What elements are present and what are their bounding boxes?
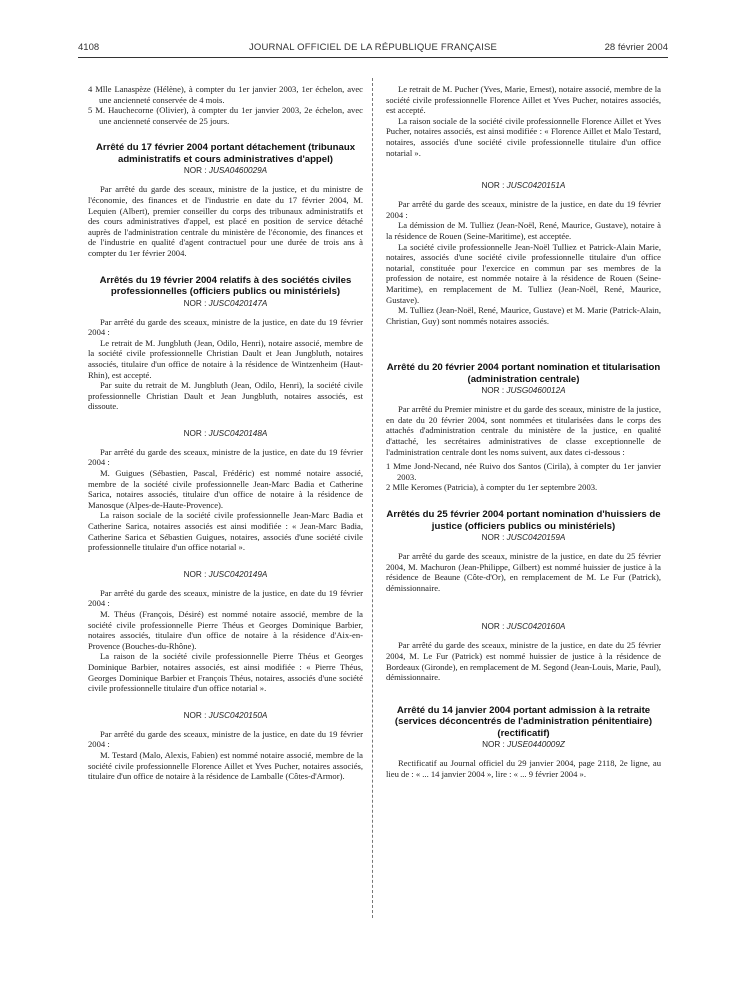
nor-reference xyxy=(386,622,661,632)
nor-code: JUSA0460029A xyxy=(208,166,268,176)
list-item: 2 Mlle Keromes (Patricia), à compter du 1er septembre 2003. xyxy=(386,482,598,493)
paragraph: M. Guigues (Sébastien, Pascal, Frédéric) est nommé notaire associé, membre de la société civile professionnelle Jean-Marc Badia et Catherine Sarica, notaires associés, titulaire d'un office de notaire à la résidence de Manosque (Alpes-de-Haute-Provence). xyxy=(88,468,363,510)
nor-code: JUSC0420148A xyxy=(208,428,268,438)
left-column xyxy=(88,84,363,782)
header-rule xyxy=(78,57,668,58)
nor-label: NOR : xyxy=(482,740,505,750)
paragraph: Par arrêté du garde des sceaux, ministre de la justice, en date du 25 février 2004, M. Machuron (Jean-Philippe, Gilbert) est nommé huissier de justice à la résidence de Beaune (Côte-d'Or), en remplacement de M. Le Fur (Patrick), démissionnaire. xyxy=(386,551,661,593)
paragraph: Le retrait de M. Pucher (Yves, Marie, Ernest), notaire associé, membre de la société civile professionnelle Florence Aillet et Yves Pucher, notaires associés, est accepté. xyxy=(386,84,661,116)
nor-reference xyxy=(88,711,363,721)
nor-label: NOR : xyxy=(183,569,207,579)
paragraph: La raison sociale de la société civile professionnelle Florence Aillet et Yves Pucher, notaires associés, est ainsi modifiée : « Florence Aillet et Malo Testard, notaires, associés d'une société civile professionnelle titulaire d'un office notarial ». xyxy=(386,115,661,158)
nor-code: JUSG0460012A xyxy=(506,386,566,396)
list-item: 4 Mlle Lanaspèze (Hélène), à compter du 1er janvier 2003, 1er échelon, avec une ancienneté conservée de 4 mois. xyxy=(88,84,363,105)
paragraph: Par arrêté du Premier ministre et du garde des sceaux, ministre de la justice, en date du 20 février 2004, sont nommées et titularisées dans le corps des attachés d'administration centrale du ministère de la justice, en qualité d'attaché, les secrétaires administratives de classe exceptionnelle de l'administration centrale dont les noms suivent, aux dates ci-dessous : xyxy=(386,404,661,457)
nor-reference xyxy=(386,181,661,191)
nor-reference xyxy=(386,740,661,750)
nor-label: NOR : xyxy=(183,166,207,176)
nor-code: JUSC0420150A xyxy=(208,710,268,720)
nor-code: JUSC0420147A xyxy=(208,298,268,308)
section-title: Arrêtés du 19 février 2004 relatifs à des sociétés civiles professionnelles (officiers publics ou ministériels) xyxy=(99,274,352,298)
section-title: Arrêtés du 25 février 2004 portant nomination d'huissiers de justice (officiers publics ou ministériels) xyxy=(386,509,661,532)
section-title: Arrêté du 20 février 2004 portant nomination et titularisation (administration centrale) xyxy=(386,362,661,385)
column-divider xyxy=(372,78,373,918)
paragraph: Par arrêté du garde des sceaux, ministre de la justice, en date du 25 février 2004, M. Le Fur (Patrick) est nommé huissier de justice à la résidence de Bordeaux (Gironde), en remplacement de M. Segond (Jean-Louis, Marie, Paul), démissionnaire. xyxy=(386,640,661,683)
nor-code: JUSC0420159A xyxy=(506,533,566,543)
nor-code: JUSE0440009Z xyxy=(507,740,565,750)
nor-label: NOR : xyxy=(183,710,207,720)
nor-label: NOR : xyxy=(481,622,505,632)
paragraph: Par arrêté du garde des sceaux, ministre de la justice, en date du 19 février 2004 : xyxy=(88,587,363,609)
paragraph: Par arrêté du garde des sceaux, ministre de la justice, en date du 19 février 2004 : xyxy=(386,199,661,220)
nor-label: NOR : xyxy=(481,386,505,396)
paragraph: Rectificatif au Journal officiel du 29 janvier 2004, page 2118, 2e ligne, au lieu de : « ... 14 janvier 2004 », lire : « ... 9 février 2004 ». xyxy=(386,758,661,779)
paragraph: La société civile professionnelle Jean-Noël Tulliez et Patrick-Alain Marie, notaires, associés d'une société civile professionnelle titulaire d'un office notarial, constituée pour l'exercice en commun par ses membres de la profession de notaire, est nommée notaire à la résidence de Rouen (Seine-Maritime), en remplacement de M. Tulliez (Jean-Noël, René, Maurice, Gustave). xyxy=(386,241,661,305)
nor-reference xyxy=(88,166,363,176)
nor-code: JUSC0420149A xyxy=(208,569,268,579)
journal-title: JOURNAL OFFICIEL DE LA RÉPUBLIQUE FRANÇAISE xyxy=(248,42,498,53)
nor-reference xyxy=(386,533,661,543)
section-title: Arrêté du 17 février 2004 portant détachement (tribunaux administratifs et cours administratives d'appel) xyxy=(95,142,356,165)
paragraph: M. Testard (Malo, Alexis, Fabien) est nommé notaire associé, membre de la société civile professionnelle Florence Aillet et Yves Pucher, notaires associés, titulaire d'un office de notaire à la résidence de Lamballe (Côtes-d'Armor). xyxy=(88,749,363,782)
section-title: Arrêté du 14 janvier 2004 portant admission à la retraite (services déconcentrés de l'administration pénitentiaire) (rectificatif) xyxy=(394,704,653,739)
nor-label: NOR : xyxy=(183,428,207,438)
page-number: 4108 xyxy=(78,42,100,53)
nor-label: NOR : xyxy=(183,298,207,308)
list-item: 5 M. Hauchecorne (Olivier), à compter du 1er janvier 2003, 2e échelon, avec une ancienneté conservée de 25 jours. xyxy=(88,105,363,126)
paragraph: M. Théus (François, Désiré) est nommé notaire associé, membre de la société civile professionnelle Pierre Théus et Georges Dominique Barbier, notaires associés, titulaire d'un office de notaire à la résidence d'Aix-en-Provence (Bouches-du-Rhône). xyxy=(88,609,363,651)
nor-reference xyxy=(386,386,661,396)
nor-reference xyxy=(88,299,363,309)
paragraph: Par arrêté du garde des sceaux, ministre de la justice, en date du 19 février 2004 : xyxy=(88,728,363,750)
paragraph: Par arrêté du garde des sceaux, ministre de la justice, en date du 19 février 2004 : xyxy=(88,316,363,338)
paragraph: La démission de M. Tulliez (Jean-Noël, René, Maurice, Gustave), notaire à la résidence de Rouen (Seine-Maritime), est acceptée. xyxy=(386,220,661,241)
paragraph: Par suite du retrait de M. Jungbluth (Jean, Odilo, Henri), la société civile professionnelle Christian Dault et Jean Jungbluth, notaires associés, est dissoute. xyxy=(88,380,363,412)
page-header xyxy=(78,42,668,56)
nor-label: NOR : xyxy=(481,181,505,191)
paragraph: Le retrait de M. Jungbluth (Jean, Odilo, Henri), notaire associé, membre de la société civile professionnelle Christian Dault et Jean Jungbluth, notaires associés, titulaire d'un office de notaire à la résidence de Wintzenheim (Haut-Rhin), est accepté. xyxy=(88,337,363,380)
paragraph: Par arrêté du garde des sceaux, ministre de la justice, et du ministre de l'économie, des finances et de l'industrie en date du 17 février 2004, M. Lequien (Albert), premier conseiller du corps des tribunaux administratifs et des cours administratives d'appel, est placé en position de service détaché auprès de l'administration centrale du ministère de l'économie, des finances et de l'industrie en qualité d'agent contractuel pour une durée de trois ans à compter du 1er février 2004. xyxy=(88,184,363,258)
nor-code: JUSC0420151A xyxy=(506,181,566,191)
paragraph: M. Tulliez (Jean-Noël, René, Maurice, Gustave) et M. Marie (Patrick-Alain, Christian, Guy) sont nommés notaires associés. xyxy=(386,305,661,326)
nor-label: NOR : xyxy=(481,533,505,543)
right-column xyxy=(386,84,661,779)
paragraph: La raison sociale de la société civile professionnelle Jean-Marc Badia et Catherine Sarica, notaires associés est ainsi modifiée : « Jean-Marc Badia, Catherine Sarica et Sébastien Guigues, notaires, associés d'une société civile professionnelle titulaire d'un office notarial ». xyxy=(88,510,363,553)
nor-code: JUSC0420160A xyxy=(506,622,566,632)
nor-reference xyxy=(88,429,363,439)
paragraph: La raison de la société civile professionnelle Pierre Théus et Georges Dominique Barbier, notaires associés, est ainsi modifiée : « Pierre Théus, Georges Dominique Barbier et François Théus, notaires, associés d'une société civile professionnelle titulaire d'un office notarial ». xyxy=(88,651,363,694)
paragraph: Par arrêté du garde des sceaux, ministre de la justice, en date du 19 février 2004 : xyxy=(88,446,363,468)
issue-date: 28 février 2004 xyxy=(604,42,668,53)
nor-reference xyxy=(88,570,363,580)
list-item: 1 Mme Jond-Necand, née Ruivo dos Santos (Cirila), à compter du 1er janvier 2003. xyxy=(386,461,661,482)
